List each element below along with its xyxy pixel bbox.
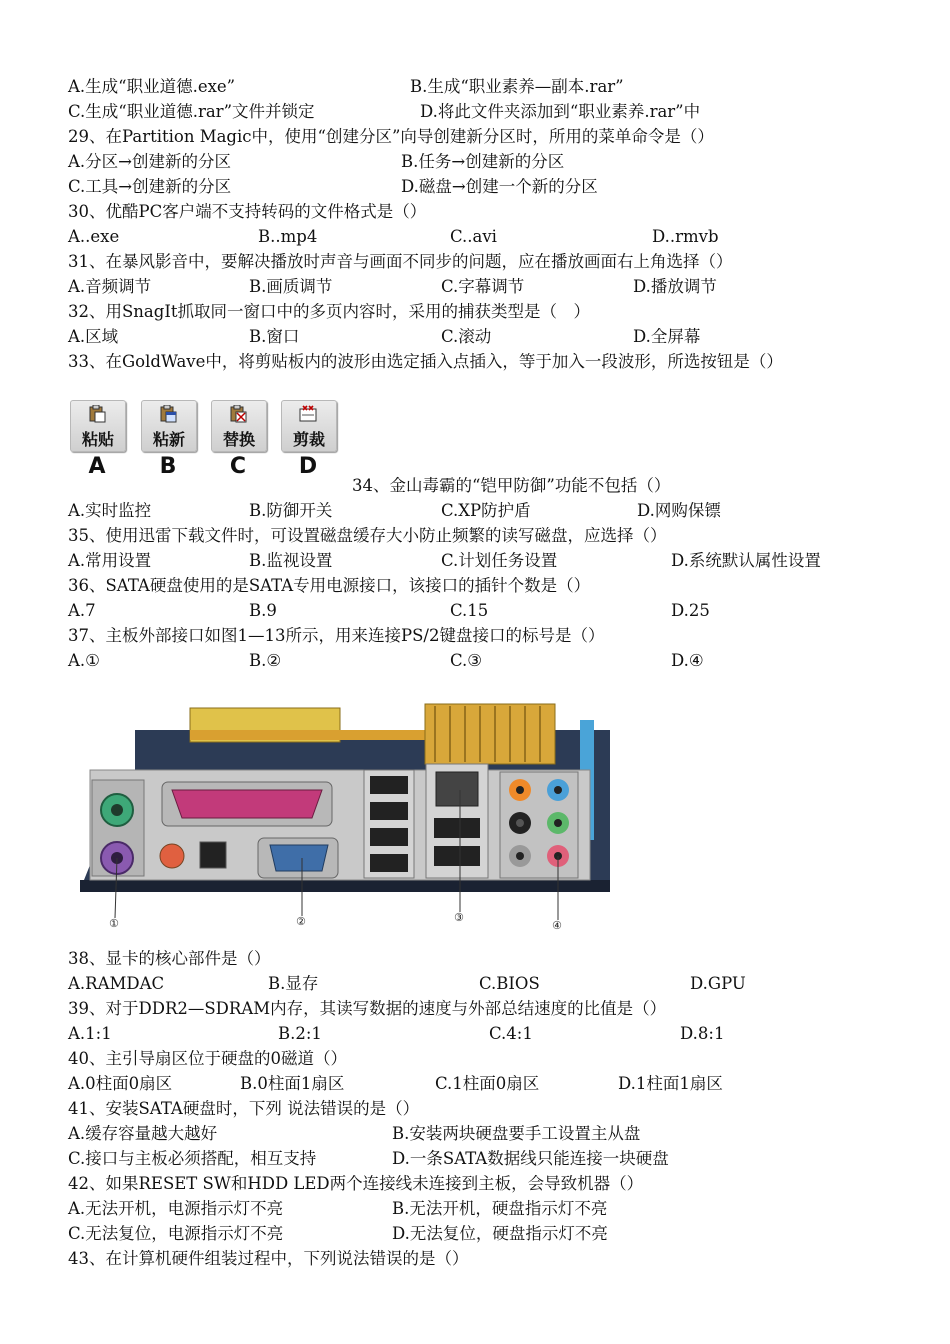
option-text: C.工具→创建新的分区 — [68, 177, 232, 196]
option-text: A.缓存容量越大越好 — [68, 1124, 218, 1143]
question-text: 35、使用迅雷下载文件时，可设置磁盘缓存大小防止频繁的读写磁盘，应选择（） — [68, 526, 667, 545]
question-text: 33、在GoldWave中，将剪贴板内的波形由选定插入点插入，等于加入一段波形，所选按钮是（） — [68, 352, 783, 371]
option-text: B.0柱面1扇区 — [240, 1074, 345, 1093]
option-text: D.全屏幕 — [633, 327, 701, 346]
option-text: A.7 — [68, 601, 96, 620]
option-text: D..rmvb — [652, 227, 719, 246]
question-text: 40、主引导扇区位于硬盘的0磁道（） — [68, 1049, 347, 1068]
option-text: D.将此文件夹添加到“职业素养.rar”中 — [420, 102, 701, 121]
crop-button — [281, 400, 337, 452]
option-text: A..exe — [68, 227, 120, 246]
paste-icon — [87, 405, 107, 423]
option-text: C.接口与主板必须搭配，相互支持 — [68, 1149, 317, 1168]
option-text: C.生成“职业道德.rar”文件并锁定 — [68, 102, 315, 121]
button-label: 剪裁 — [292, 430, 325, 449]
option-text: B.生成“职业素养—副本.rar” — [410, 77, 624, 96]
option-text: C.计划任务设置 — [441, 551, 558, 570]
replace-button — [211, 400, 267, 452]
option-text: A.区域 — [68, 327, 119, 346]
question-text: 42、如果RESET SW和HDD LED两个连接线未连接到主板，会导致机器（） — [68, 1174, 644, 1193]
option-text: B.画质调节 — [249, 277, 333, 296]
question-text: 31、在暴风影音中，要解决播放时声音与画面不同步的问题，应在播放画面右上角选择（） — [68, 252, 733, 271]
option-text: A.分区→创建新的分区 — [68, 152, 231, 171]
option-letter: A — [88, 454, 106, 479]
motherboard-io-photo — [80, 690, 610, 930]
question-text: 37、主板外部接口如图1—13所示，用来连接PS/2键盘接口的标号是（） — [68, 626, 605, 645]
option-text: C.XP防护盾 — [441, 501, 531, 520]
paste-new-icon — [158, 405, 178, 423]
figure-mark-1: ① — [109, 917, 119, 930]
figure-mark-3: ③ — [454, 911, 464, 924]
option-text: B.窗口 — [249, 327, 300, 346]
question-text: 39、对于DDR2—SDRAM内存，其读写数据的速度与外部总结速度的比值是（） — [68, 999, 667, 1018]
option-text: A.无法开机，电源指示灯不亮 — [68, 1199, 284, 1218]
option-text: A.生成“职业道德.exe” — [68, 77, 236, 96]
option-text: B.2:1 — [278, 1024, 322, 1043]
question-text: 38、显卡的核心部件是（） — [68, 949, 271, 968]
option-text: B.② — [249, 651, 282, 670]
option-text: A.1:1 — [68, 1024, 112, 1043]
option-text: D.④ — [671, 651, 704, 670]
option-text: C.4:1 — [489, 1024, 533, 1043]
option-text: B.安装两块硬盘要手工设置主从盘 — [392, 1124, 641, 1143]
figure-mark-2: ② — [296, 915, 306, 928]
option-text: D.系统默认属性设置 — [671, 551, 821, 570]
option-text: C.无法复位，电源指示灯不亮 — [68, 1224, 284, 1243]
option-text: A.常用设置 — [68, 551, 152, 570]
option-text: A.① — [68, 651, 100, 670]
option-text: D.25 — [671, 601, 710, 620]
option-text: B.任务→创建新的分区 — [401, 152, 565, 171]
question-text: 30、优酷PC客户端不支持转码的文件格式是（） — [68, 202, 427, 221]
option-text: D.1柱面1扇区 — [618, 1074, 723, 1093]
question-text: 36、SATA硬盘使用的是SATA专用电源接口，该接口的插针个数是（） — [68, 576, 591, 595]
option-text: B..mp4 — [258, 227, 318, 246]
button-label: 替换 — [222, 430, 255, 449]
option-text: D.播放调节 — [633, 277, 717, 296]
option-text: A.RAMDAC — [68, 974, 165, 993]
option-text: B.无法开机，硬盘指示灯不亮 — [392, 1199, 608, 1218]
option-text: C..avi — [450, 227, 497, 246]
replace-icon — [228, 405, 248, 423]
button-label: 粘贴 — [81, 430, 114, 449]
question-text: 43、在计算机硬件组装过程中，下列说法错误的是（） — [68, 1249, 469, 1268]
paste-new-button — [141, 400, 197, 452]
option-text: C.15 — [450, 601, 489, 620]
option-letter: D — [298, 454, 318, 479]
option-letter: B — [159, 454, 177, 479]
option-text: B.显存 — [268, 974, 319, 993]
button-label: 粘新 — [152, 430, 185, 449]
option-text: D.磁盘→创建一个新的分区 — [401, 177, 598, 196]
question-text: 29、在Partition Magic中，使用“创建分区”向导创建新分区时，所用的菜单命令是（） — [68, 127, 714, 146]
option-text: C.③ — [450, 651, 483, 670]
option-text: D.无法复位，硬盘指示灯不亮 — [392, 1224, 608, 1243]
option-text: A.0柱面0扇区 — [68, 1074, 173, 1093]
option-text: A.实时监控 — [68, 501, 152, 520]
figure-mark-4: ④ — [552, 919, 562, 932]
option-text: B.防御开关 — [249, 501, 333, 520]
paste-button — [70, 400, 126, 452]
question-text: 41、安装SATA硬盘时，下列 说法错误的是（） — [68, 1099, 420, 1118]
option-text: C.字幕调节 — [441, 277, 525, 296]
option-text: D.一条SATA数据线只能连接一块硬盘 — [392, 1149, 669, 1168]
option-text: D.网购保镖 — [637, 501, 721, 520]
option-text: C.BIOS — [479, 974, 540, 993]
option-text: B.监视设置 — [249, 551, 333, 570]
option-text: D.8:1 — [680, 1024, 725, 1043]
option-text: B.9 — [249, 601, 277, 620]
option-letter: C — [229, 454, 247, 479]
option-text: C.滚动 — [441, 327, 492, 346]
question-text: 34、金山毒霸的“铠甲防御”功能不包括（） — [352, 476, 671, 495]
option-text: C.1柱面0扇区 — [435, 1074, 540, 1093]
question-text: 32、用SnagIt抓取同一窗口中的多页内容时，采用的捕获类型是（ ） — [68, 302, 590, 321]
crop-icon — [298, 405, 318, 423]
option-text: A.音频调节 — [68, 277, 152, 296]
option-text: D.GPU — [690, 974, 746, 993]
